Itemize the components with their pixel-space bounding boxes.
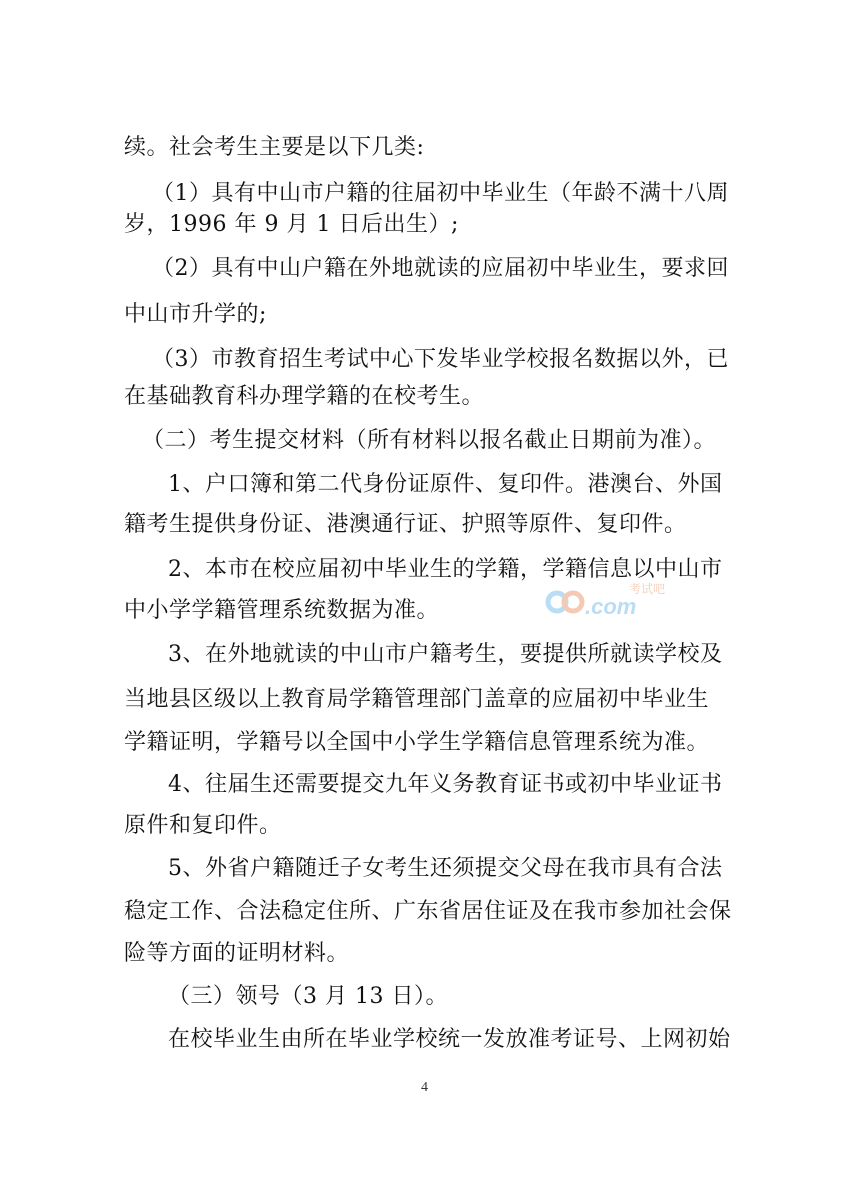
- text-line: 续。社会考生主要是以下几类:: [124, 135, 425, 160]
- page-number: 4: [421, 1080, 428, 1095]
- text-line: 5、外省户籍随迁子女考生还须提交父母在我市具有合法: [168, 856, 723, 881]
- text-line: 籍考生提供身份证、港澳通行证、护照等原件、复印件。: [124, 512, 687, 537]
- text-line: 1、户口簿和第二代身份证原件、复印件。港澳台、外国: [168, 472, 723, 497]
- text-line: 稳定工作、合法稳定住所、广东省居住证及在我市参加社会保: [124, 899, 732, 924]
- section-heading: （二）考生提交材料（所有材料以报名截止日期前为准）。: [142, 428, 717, 453]
- text-line: 原件和复印件。: [124, 813, 282, 838]
- logo-icon: [545, 580, 585, 620]
- text-line: （1）具有中山市户籍的往届初中毕业生（年龄不满十八周: [152, 181, 729, 206]
- text-line: （2）具有中山户籍在外地就读的应届初中毕业生，要求回: [152, 256, 729, 281]
- text-line: 岁，1996 年 9 月 1 日后出生）;: [124, 212, 459, 237]
- text-line: 在校毕业生由所在毕业学校统一发放准考证号、上网初始: [168, 1027, 731, 1052]
- text-line: 3、在外地就读的中山市户籍考生，要提供所就读学校及: [168, 642, 723, 667]
- text-line: 学籍证明，学籍号以全国中小学生学籍信息管理系统为准。: [124, 730, 710, 755]
- text-line: （3）市教育招生考试中心下发毕业学校报名数据以外，已: [152, 347, 729, 372]
- text-line: 险等方面的证明材料。: [124, 941, 350, 966]
- text-line: 4、往届生还需要提交九年义务教育证书或初中毕业证书: [168, 772, 723, 797]
- watermark-logo: [545, 580, 665, 628]
- text-line: 中山市升学的;: [124, 302, 267, 327]
- watermark-small-text: 考试吧: [629, 582, 666, 596]
- watermark-text: .com: [585, 594, 637, 619]
- text-line: 2、本市在校应届初中毕业生的学籍，学籍信息以中山市: [168, 557, 723, 582]
- text-line: 中小学学籍管理系统数据为准。: [124, 598, 440, 623]
- text-line: 当地县区级以上教育局学籍管理部门盖章的应届初中毕业生: [124, 687, 710, 712]
- section-heading: （三）领号（3 月 13 日）。: [168, 984, 448, 1009]
- text-line: 在基础教育科办理学籍的在校考生。: [124, 384, 485, 409]
